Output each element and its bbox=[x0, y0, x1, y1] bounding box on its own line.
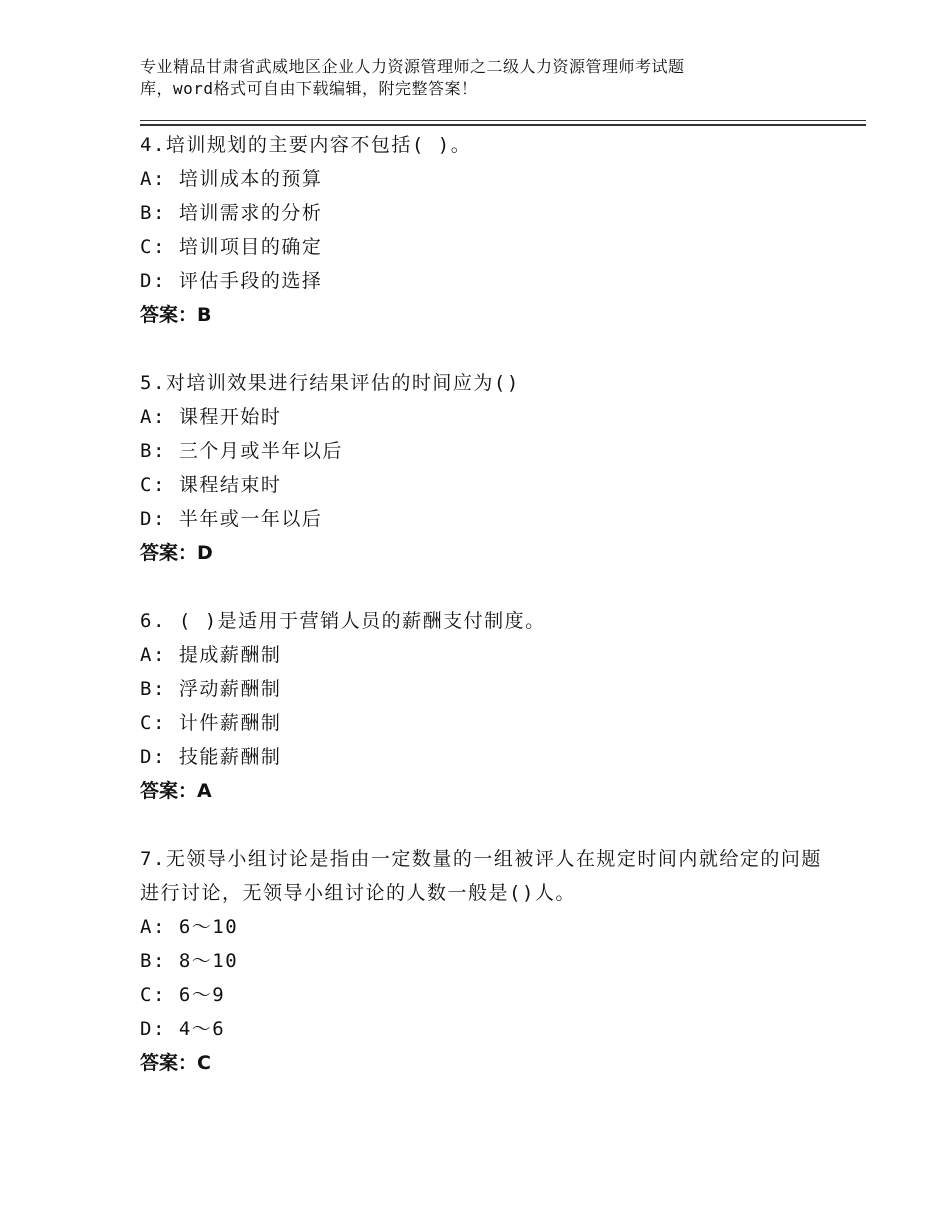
question-5 bbox=[140, 366, 840, 570]
question-stem: 6. ( )是适用于营销人员的薪酬支付制度。 bbox=[140, 610, 546, 632]
option-d: D: 技能薪酬制 bbox=[140, 746, 282, 768]
option-a: A: 课程开始时 bbox=[140, 406, 282, 428]
question-6 bbox=[140, 604, 840, 808]
option-c: C: 6～9 bbox=[140, 984, 226, 1006]
option-b: B: 浮动薪酬制 bbox=[140, 678, 282, 700]
option-d: D: 4～6 bbox=[140, 1018, 226, 1040]
option-a: A: 6～10 bbox=[140, 916, 239, 938]
option-b: B: 三个月或半年以后 bbox=[140, 440, 343, 462]
answer-line: 答案：C bbox=[140, 1052, 211, 1074]
option-d: D: 半年或一年以后 bbox=[140, 508, 323, 530]
question-stem: 5.对培训效果进行结果评估的时间应为() bbox=[140, 372, 520, 394]
document-header bbox=[140, 56, 800, 100]
question-7 bbox=[140, 842, 840, 1080]
option-c: C: 计件薪酬制 bbox=[140, 712, 282, 734]
question-stem: 4.培训规划的主要内容不包括( )。 bbox=[140, 134, 472, 156]
option-c: C: 课程结束时 bbox=[140, 474, 282, 496]
header-line-2: 库，word格式可自由下载编辑，附完整答案！ bbox=[140, 79, 478, 98]
option-b: B: 培训需求的分析 bbox=[140, 202, 323, 224]
question-stem: 7.无领导小组讨论是指由一定数量的一组被评人在规定时间内就给定的问题进行讨论，无领导小组讨论的人数一般是()人。 bbox=[140, 848, 822, 904]
question-list bbox=[140, 128, 840, 1114]
option-a: A: 提成薪酬制 bbox=[140, 644, 282, 666]
option-a: A: 培训成本的预算 bbox=[140, 168, 323, 190]
option-d: D: 评估手段的选择 bbox=[140, 270, 323, 292]
question-4 bbox=[140, 128, 840, 332]
answer-line: 答案：D bbox=[140, 542, 213, 564]
header-line-1: 专业精品甘肃省武威地区企业人力资源管理师之二级人力资源管理师考试题 bbox=[140, 57, 685, 76]
answer-line: 答案：A bbox=[140, 780, 212, 802]
header-divider bbox=[140, 120, 866, 126]
answer-line: 答案：B bbox=[140, 304, 212, 326]
option-c: C: 培训项目的确定 bbox=[140, 236, 323, 258]
option-b: B: 8～10 bbox=[140, 950, 239, 972]
